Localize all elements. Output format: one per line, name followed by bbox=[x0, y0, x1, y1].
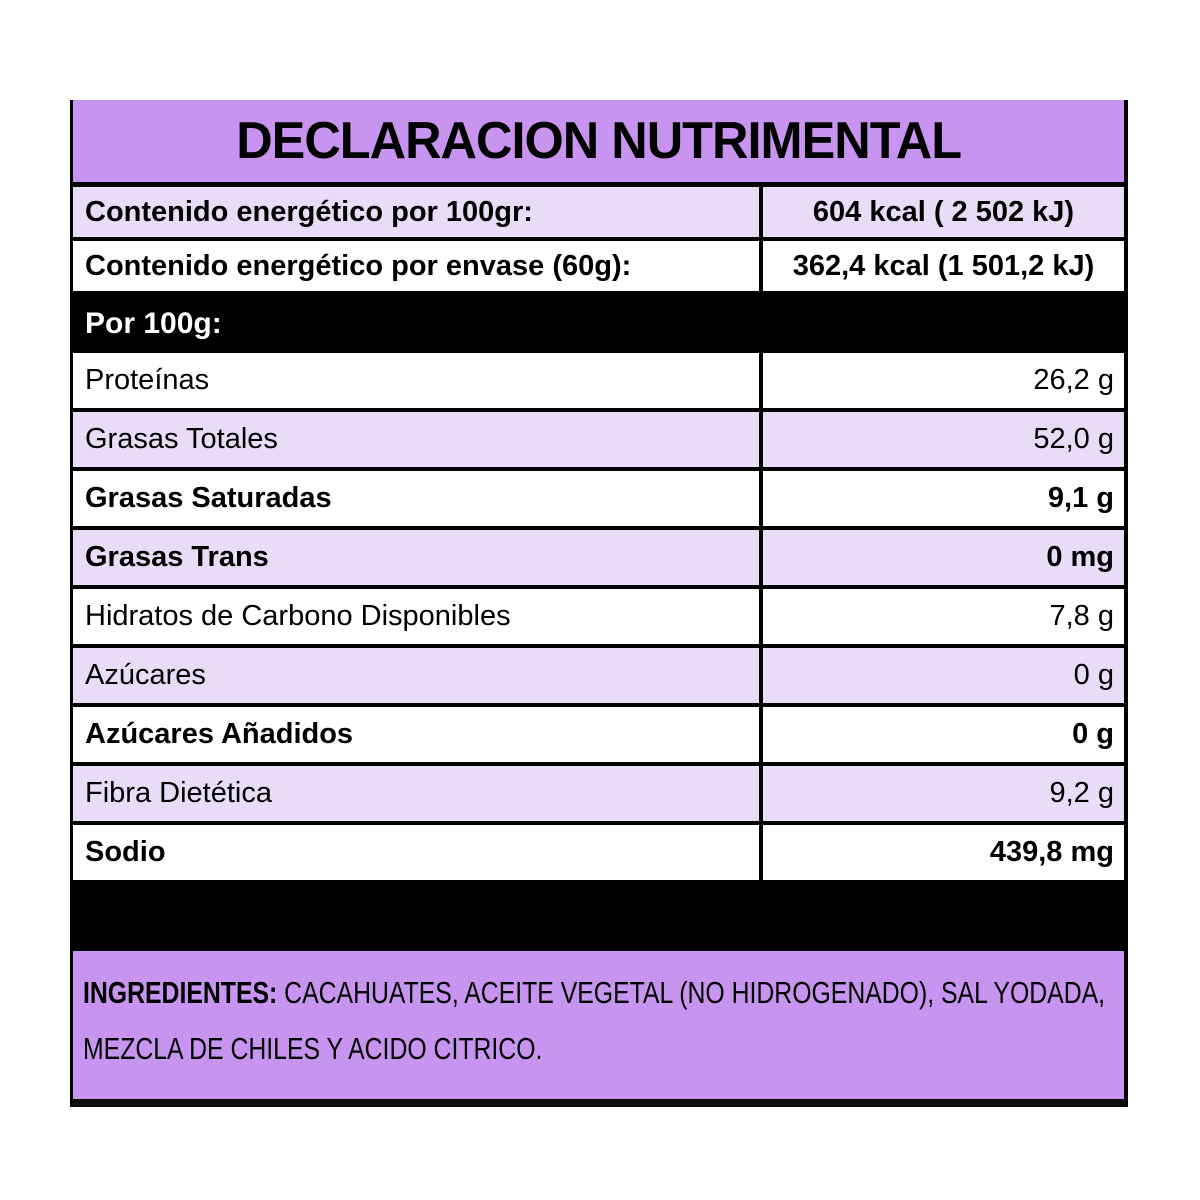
table-row bbox=[73, 353, 1124, 412]
divider-band bbox=[73, 884, 1124, 951]
row-value: 362,4 kcal (1 501,2 kJ) bbox=[792, 249, 1095, 282]
row-label: Grasas Saturadas bbox=[73, 471, 763, 526]
section-bar-label: Por 100g: bbox=[85, 307, 222, 340]
row-label: Hidratos de Carbono Disponibles bbox=[73, 589, 763, 644]
ingredients-text bbox=[83, 965, 1124, 1077]
label-title: DECLARACION NUTRIMENTAL bbox=[236, 112, 961, 170]
row-value: 604 kcal ( 2 502 kJ) bbox=[812, 195, 1075, 228]
row-label: Contenido energético por 100gr: bbox=[73, 187, 763, 237]
label-title-bar bbox=[73, 100, 1124, 187]
row-value: 26,2 g bbox=[1033, 364, 1114, 396]
table-row bbox=[73, 241, 1124, 295]
row-label: Azúcares Añadidos bbox=[73, 707, 763, 762]
row-value: 9,2 g bbox=[1049, 777, 1114, 809]
table-row bbox=[73, 187, 1124, 241]
table-row bbox=[73, 530, 1124, 589]
table-row bbox=[73, 766, 1124, 825]
ingredients-heading: INGREDIENTES: bbox=[83, 975, 278, 1010]
nutrition-label bbox=[70, 100, 1128, 1107]
row-value: 439,8 mg bbox=[989, 836, 1114, 868]
row-label: Sodio bbox=[73, 825, 763, 880]
energy-rows bbox=[73, 187, 1124, 295]
table-row bbox=[73, 648, 1124, 707]
row-label: Grasas Trans bbox=[73, 530, 763, 585]
table-row bbox=[73, 471, 1124, 530]
nutrient-rows bbox=[73, 353, 1124, 884]
ingredients-section bbox=[73, 951, 1124, 1099]
row-value: 52,0 g bbox=[1033, 423, 1114, 455]
table-row bbox=[73, 412, 1124, 471]
ingredients-line-2: MEZCLA DE CHILES Y ACIDO CITRICO. bbox=[83, 1031, 543, 1066]
row-value: 7,8 g bbox=[1049, 600, 1114, 632]
row-value: 9,1 g bbox=[1047, 482, 1114, 514]
table-row bbox=[73, 825, 1124, 884]
row-value: 0 g bbox=[1073, 659, 1114, 691]
table-row bbox=[73, 589, 1124, 648]
row-label: Contenido energético por envase (60g): bbox=[73, 241, 763, 291]
row-label: Proteínas bbox=[73, 353, 763, 408]
row-value: 0 mg bbox=[1046, 541, 1114, 573]
ingredients-line-1 bbox=[83, 965, 1124, 1021]
table-row bbox=[73, 707, 1124, 766]
row-label: Fibra Dietética bbox=[73, 766, 763, 821]
row-label: Grasas Totales bbox=[73, 412, 763, 467]
row-label: Azúcares bbox=[73, 648, 763, 703]
row-value: 0 g bbox=[1072, 718, 1114, 750]
ingredients-line1-text: CACAHUATES, ACEITE VEGETAL (NO HIDROGENADO), SAL YODADA, bbox=[277, 975, 1106, 1010]
section-bar bbox=[73, 295, 1124, 353]
